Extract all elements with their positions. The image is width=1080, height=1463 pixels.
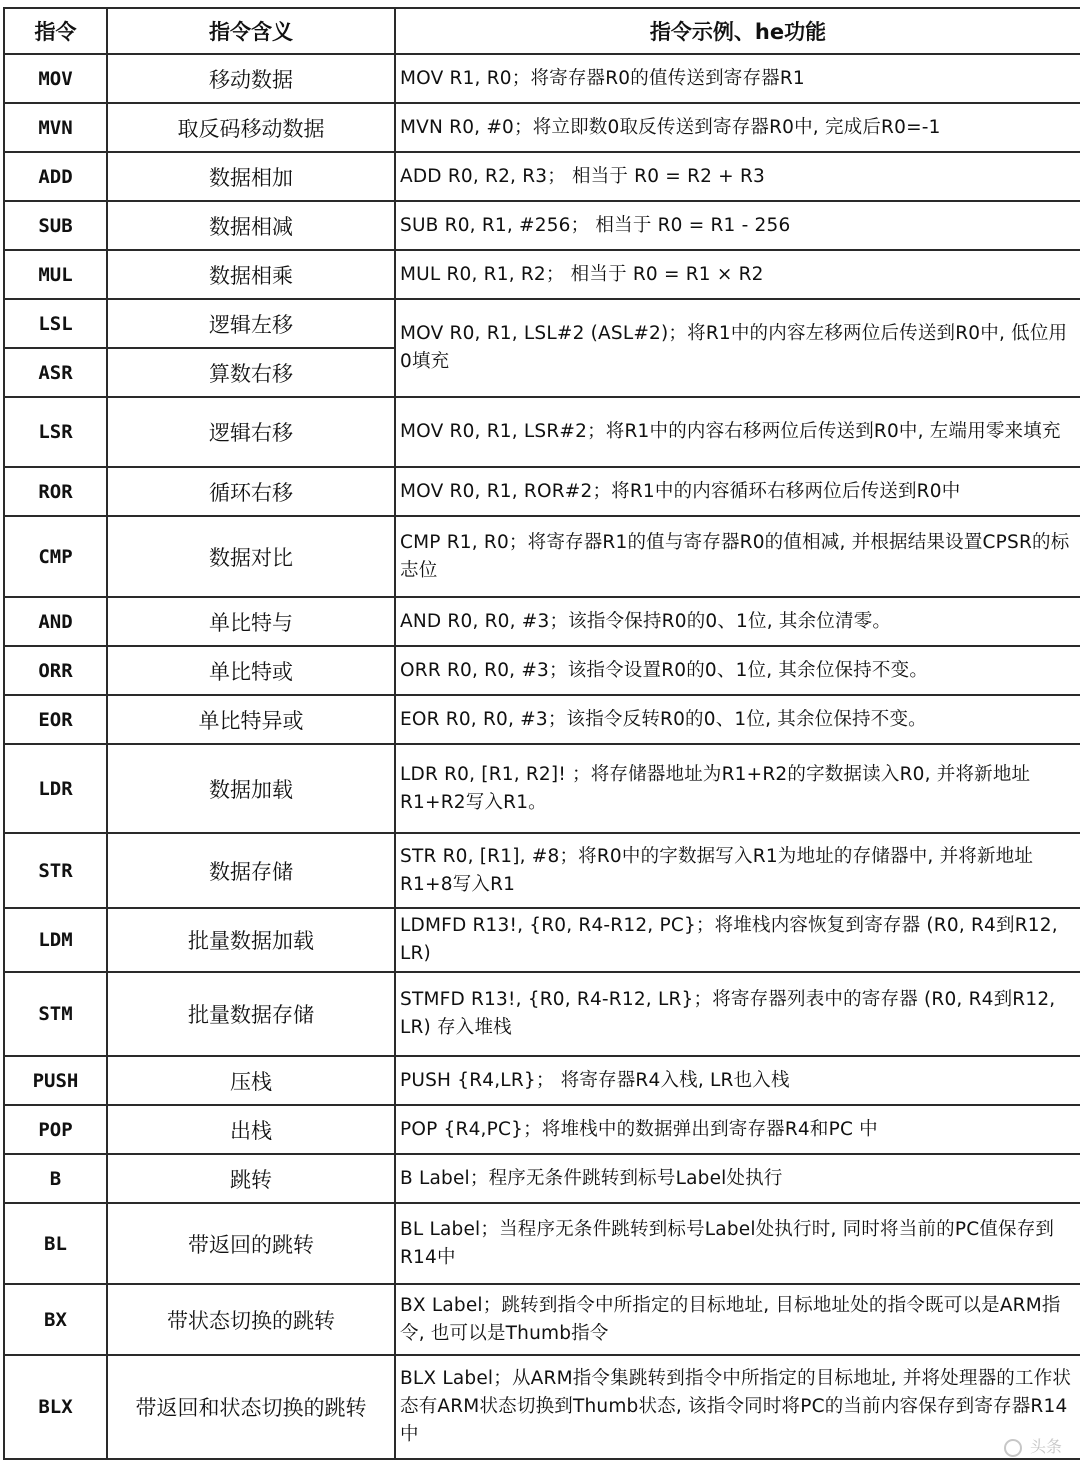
header-command: 指令 bbox=[4, 8, 107, 54]
row-command: ORR bbox=[4, 646, 107, 695]
table-row bbox=[4, 695, 1080, 744]
row-example: AND R0, R0, #3；该指令保持R0的0、1位, 其余位清零。 bbox=[395, 597, 1080, 646]
row-meaning: 出栈 bbox=[107, 1105, 395, 1154]
row-example: LDMFD R13!, {R0, R4-R12, PC}；将堆栈内容恢复到寄存器 (R0, R4到R12, LR) bbox=[395, 908, 1080, 972]
watermark-logo-icon bbox=[1004, 1439, 1022, 1457]
row-command: B bbox=[4, 1154, 107, 1203]
table-row bbox=[4, 908, 1080, 972]
row-meaning: 数据相减 bbox=[107, 201, 395, 250]
table-row bbox=[4, 467, 1080, 516]
table-row bbox=[4, 201, 1080, 250]
table-row bbox=[4, 54, 1080, 103]
row-command: LSR bbox=[4, 397, 107, 467]
row-meaning: 带返回和状态切换的跳转 bbox=[107, 1355, 395, 1459]
table-row bbox=[4, 646, 1080, 695]
row-example: ADD R0, R2, R3； 相当于 R0 = R2 + R3 bbox=[395, 152, 1080, 201]
row-meaning: 逻辑左移 bbox=[107, 299, 395, 348]
row-meaning: 数据存储 bbox=[107, 833, 395, 908]
row-command: SUB bbox=[4, 201, 107, 250]
table-row bbox=[4, 597, 1080, 646]
row-meaning: 数据对比 bbox=[107, 516, 395, 597]
row-example: PUSH {R4,LR}； 将寄存器R4入栈, LR也入栈 bbox=[395, 1056, 1080, 1105]
row-example: CMP R1, R0；将寄存器R1的值与寄存器R0的值相减, 并根据结果设置CPSR的标志位 bbox=[395, 516, 1080, 597]
row-example: BX Label；跳转到指令中所指定的目标地址, 目标地址处的指令既可以是ARM指令, 也可以是Thumb指令 bbox=[395, 1284, 1080, 1355]
row-command: BX bbox=[4, 1284, 107, 1355]
row-example: MOV R0, R1, ROR#2；将R1中的内容循环右移两位后传送到R0中 bbox=[395, 467, 1080, 516]
row-example: LDR R0, [R1, R2]! ；将存储器地址为R1+R2的字数据读入R0, 并将新地址R1+R2写入R1。 bbox=[395, 744, 1080, 833]
table-row bbox=[4, 516, 1080, 597]
row-meaning: 压栈 bbox=[107, 1056, 395, 1105]
row-meaning: 移动数据 bbox=[107, 54, 395, 103]
row-example: STR R0, [R1], #8；将R0中的字数据写入R1为地址的存储器中, 并将新地址R1+8写入R1 bbox=[395, 833, 1080, 908]
table-row bbox=[4, 299, 1080, 348]
row-command: POP bbox=[4, 1105, 107, 1154]
row-command: BLX bbox=[4, 1355, 107, 1459]
arm-instruction-table bbox=[3, 7, 1080, 1460]
table-row bbox=[4, 833, 1080, 908]
row-command: LDR bbox=[4, 744, 107, 833]
instruction-table-wrapper bbox=[3, 7, 1080, 1460]
table-row bbox=[4, 1203, 1080, 1284]
row-command: PUSH bbox=[4, 1056, 107, 1105]
row-command: STM bbox=[4, 972, 107, 1056]
row-meaning: 数据相乘 bbox=[107, 250, 395, 299]
row-command: AND bbox=[4, 597, 107, 646]
row-meaning: 取反码移动数据 bbox=[107, 103, 395, 152]
row-example: STMFD R13!, {R0, R4-R12, LR}；将寄存器列表中的寄存器 (R0, R4到R12, LR) 存入堆栈 bbox=[395, 972, 1080, 1056]
watermark bbox=[1004, 1434, 1062, 1457]
row-meaning: 带状态切换的跳转 bbox=[107, 1284, 395, 1355]
header-example: 指令示例、he功能 bbox=[395, 8, 1080, 54]
row-meaning: 跳转 bbox=[107, 1154, 395, 1203]
row-example: ORR R0, R0, #3；该指令设置R0的0、1位, 其余位保持不变。 bbox=[395, 646, 1080, 695]
table-row bbox=[4, 972, 1080, 1056]
row-command: CMP bbox=[4, 516, 107, 597]
row-example: SUB R0, R1, #256； 相当于 R0 = R1 - 256 bbox=[395, 201, 1080, 250]
row-command: MOV bbox=[4, 54, 107, 103]
row-command: STR bbox=[4, 833, 107, 908]
table-row bbox=[4, 1355, 1080, 1459]
row-command: MVN bbox=[4, 103, 107, 152]
table-row bbox=[4, 103, 1080, 152]
row-command: MUL bbox=[4, 250, 107, 299]
table-row bbox=[4, 1154, 1080, 1203]
header-meaning: 指令含义 bbox=[107, 8, 395, 54]
row-command: LSL bbox=[4, 299, 107, 348]
row-meaning: 数据加载 bbox=[107, 744, 395, 833]
row-example: EOR R0, R0, #3；该指令反转R0的0、1位, 其余位保持不变。 bbox=[395, 695, 1080, 744]
table-row bbox=[4, 744, 1080, 833]
watermark-text: 头条 bbox=[1029, 1437, 1062, 1456]
row-meaning: 批量数据存储 bbox=[107, 972, 395, 1056]
row-command: ROR bbox=[4, 467, 107, 516]
row-example: POP {R4,PC}；将堆栈中的数据弹出到寄存器R4和PC 中 bbox=[395, 1105, 1080, 1154]
row-example: MOV R1, R0；将寄存器R0的值传送到寄存器R1 bbox=[395, 54, 1080, 103]
row-meaning: 逻辑右移 bbox=[107, 397, 395, 467]
row-meaning: 循环右移 bbox=[107, 467, 395, 516]
row-meaning: 批量数据加载 bbox=[107, 908, 395, 972]
row-meaning: 算数右移 bbox=[107, 348, 395, 397]
row-example: MOV R0, R1, LSL#2 (ASL#2)；将R1中的内容左移两位后传送到R0中, 低位用0填充 bbox=[395, 299, 1080, 397]
row-command: ADD bbox=[4, 152, 107, 201]
row-example: BLX Label；从ARM指令集跳转到指令中所指定的目标地址, 并将处理器的工作状态有ARM状态切换到Thumb状态, 该指令同时将PC的当前内容保存到寄存器R14中 bbox=[395, 1355, 1080, 1459]
table-row bbox=[4, 152, 1080, 201]
table-row bbox=[4, 397, 1080, 467]
row-meaning: 单比特与 bbox=[107, 597, 395, 646]
row-example: MVN R0, #0；将立即数0取反传送到寄存器R0中, 完成后R0=-1 bbox=[395, 103, 1080, 152]
row-meaning: 单比特异或 bbox=[107, 695, 395, 744]
row-command: LDM bbox=[4, 908, 107, 972]
row-command: BL bbox=[4, 1203, 107, 1284]
table-row bbox=[4, 1105, 1080, 1154]
row-example: B Label；程序无条件跳转到标号Label处执行 bbox=[395, 1154, 1080, 1203]
row-example: MOV R0, R1, LSR#2；将R1中的内容右移两位后传送到R0中, 左端用零来填充 bbox=[395, 397, 1080, 467]
row-example: MUL R0, R1, R2； 相当于 R0 = R1 × R2 bbox=[395, 250, 1080, 299]
row-example: BL Label；当程序无条件跳转到标号Label处执行时, 同时将当前的PC值保存到R14中 bbox=[395, 1203, 1080, 1284]
table-row bbox=[4, 1056, 1080, 1105]
row-meaning: 单比特或 bbox=[107, 646, 395, 695]
row-command: ASR bbox=[4, 348, 107, 397]
table-row bbox=[4, 1284, 1080, 1355]
header-row bbox=[4, 8, 1080, 54]
row-meaning: 数据相加 bbox=[107, 152, 395, 201]
row-command: EOR bbox=[4, 695, 107, 744]
table-row bbox=[4, 250, 1080, 299]
row-meaning: 带返回的跳转 bbox=[107, 1203, 395, 1284]
